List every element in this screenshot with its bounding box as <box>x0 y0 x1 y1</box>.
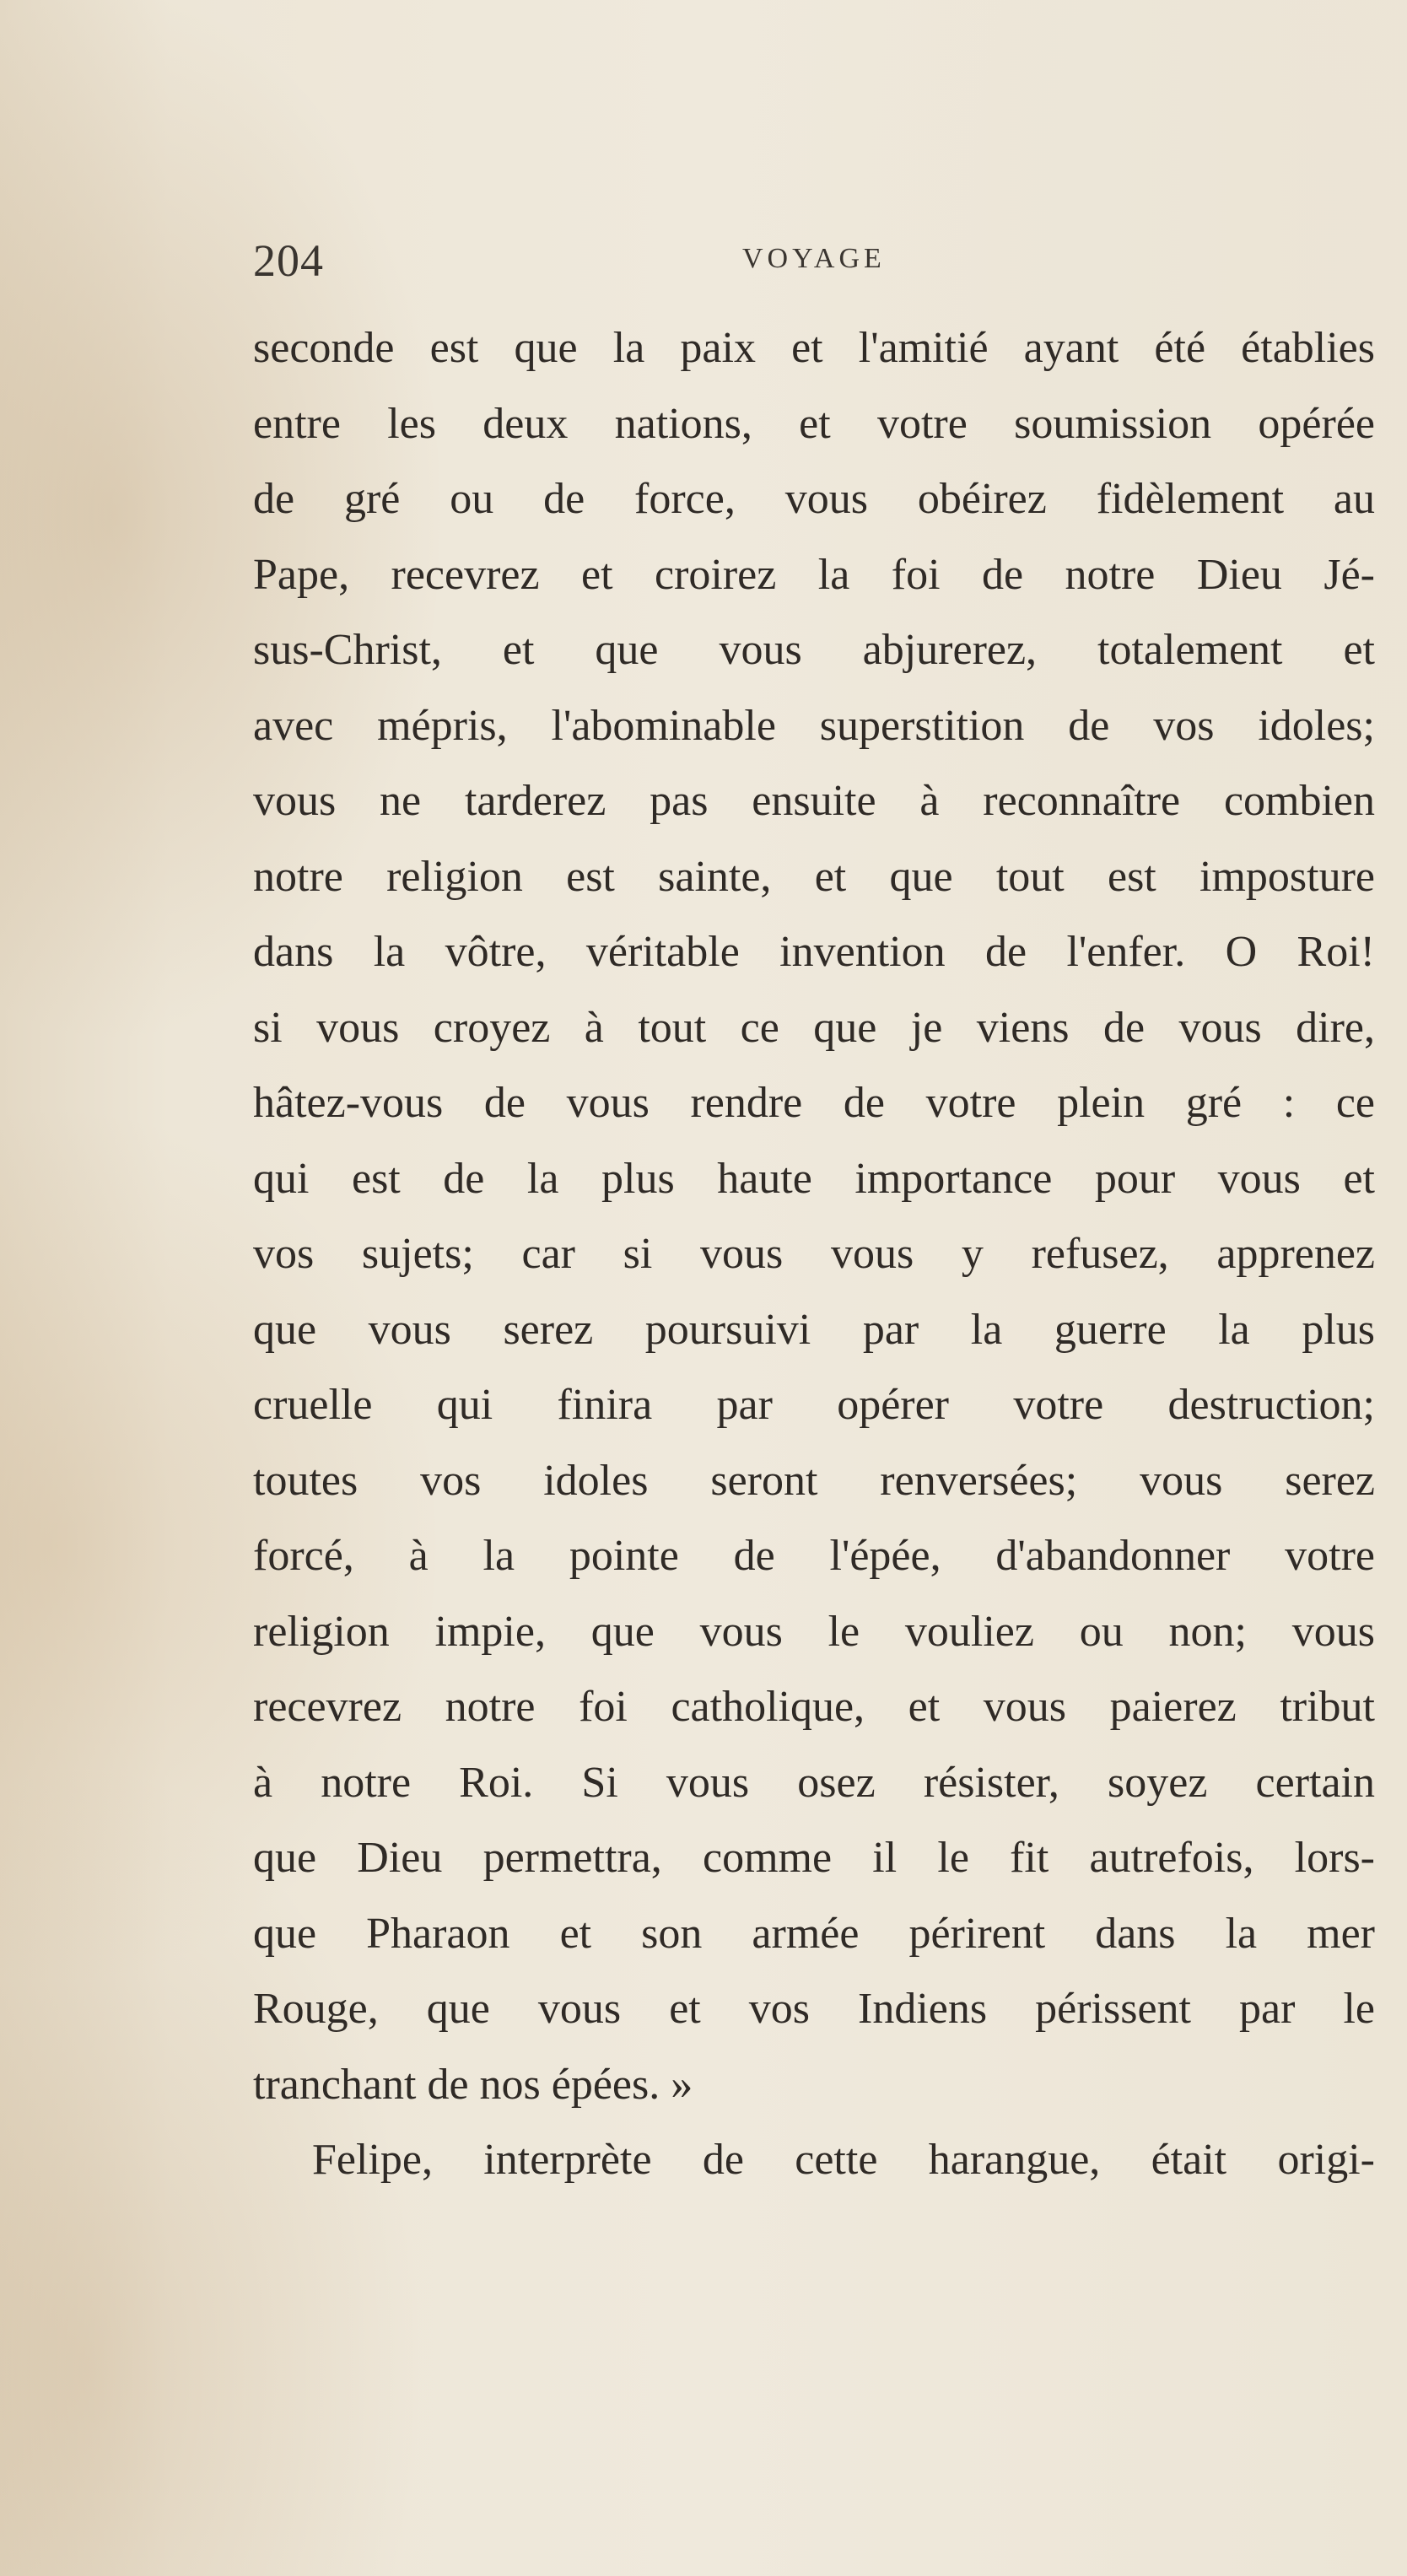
text-line: vos sujets; car si vous vous y refusez, apprenez <box>253 1230 1375 1278</box>
running-head: VOYAGE <box>742 243 886 274</box>
text-line: sus-Christ, et que vous abjurerez, totalement et <box>253 626 1375 674</box>
text-line: religion impie, que vous le vouliez ou non; vous <box>253 1607 1375 1656</box>
text-line: que vous serez poursuivi par la guerre la plus <box>253 1305 1375 1354</box>
text-line: tranchant de nos épées. » <box>253 2060 693 2109</box>
text-line: Rouge, que vous et vos Indiens périssent par le <box>253 1985 1375 2033</box>
text-line: Felipe, interprète de cette harangue, était origi- <box>312 2136 1375 2184</box>
page-number: 204 <box>253 235 324 286</box>
text-line: à notre Roi. Si vous osez résister, soyez certain <box>253 1758 1375 1807</box>
text-line: que Dieu permettra, comme il le fit autrefois, lors- <box>253 1834 1375 1882</box>
text-line: entre les deux nations, et votre soumission opérée <box>253 399 1375 448</box>
text-line: de gré ou de force, vous obéirez fidèlement au <box>253 475 1375 523</box>
text-line: toutes vos idoles seront renversées; vous serez <box>253 1456 1375 1505</box>
text-line: si vous croyez à tout ce que je viens de vous dire, <box>253 1003 1375 1052</box>
text-line: hâtez-vous de vous rendre de votre plein gré : ce <box>253 1079 1375 1127</box>
text-line: seconde est que la paix et l'amitié ayant été établies <box>253 324 1375 372</box>
text-line: vous ne tarderez pas ensuite à reconnaître combien <box>253 777 1375 825</box>
text-line: qui est de la plus haute importance pour vous et <box>253 1154 1375 1203</box>
text-line: cruelle qui finira par opérer votre destruction; <box>253 1381 1375 1429</box>
page-header <box>253 234 1375 285</box>
text-line: avec mépris, l'abominable superstition de vos idoles; <box>253 701 1375 750</box>
text-line: Pape, recevrez et croirez la foi de notre Dieu Jé- <box>253 550 1375 599</box>
text-line: dans la vôtre, véritable invention de l'enfer. O Roi! <box>253 928 1375 976</box>
body-text <box>253 310 1375 2198</box>
text-line: forcé, à la pointe de l'épée, d'abandonner votre <box>253 1532 1375 1580</box>
text-line: notre religion est sainte, et que tout est imposture <box>253 852 1375 901</box>
text-line: recevrez notre foi catholique, et vous paierez tribut <box>253 1683 1375 1731</box>
text-line: que Pharaon et son armée périrent dans la mer <box>253 1909 1375 1958</box>
